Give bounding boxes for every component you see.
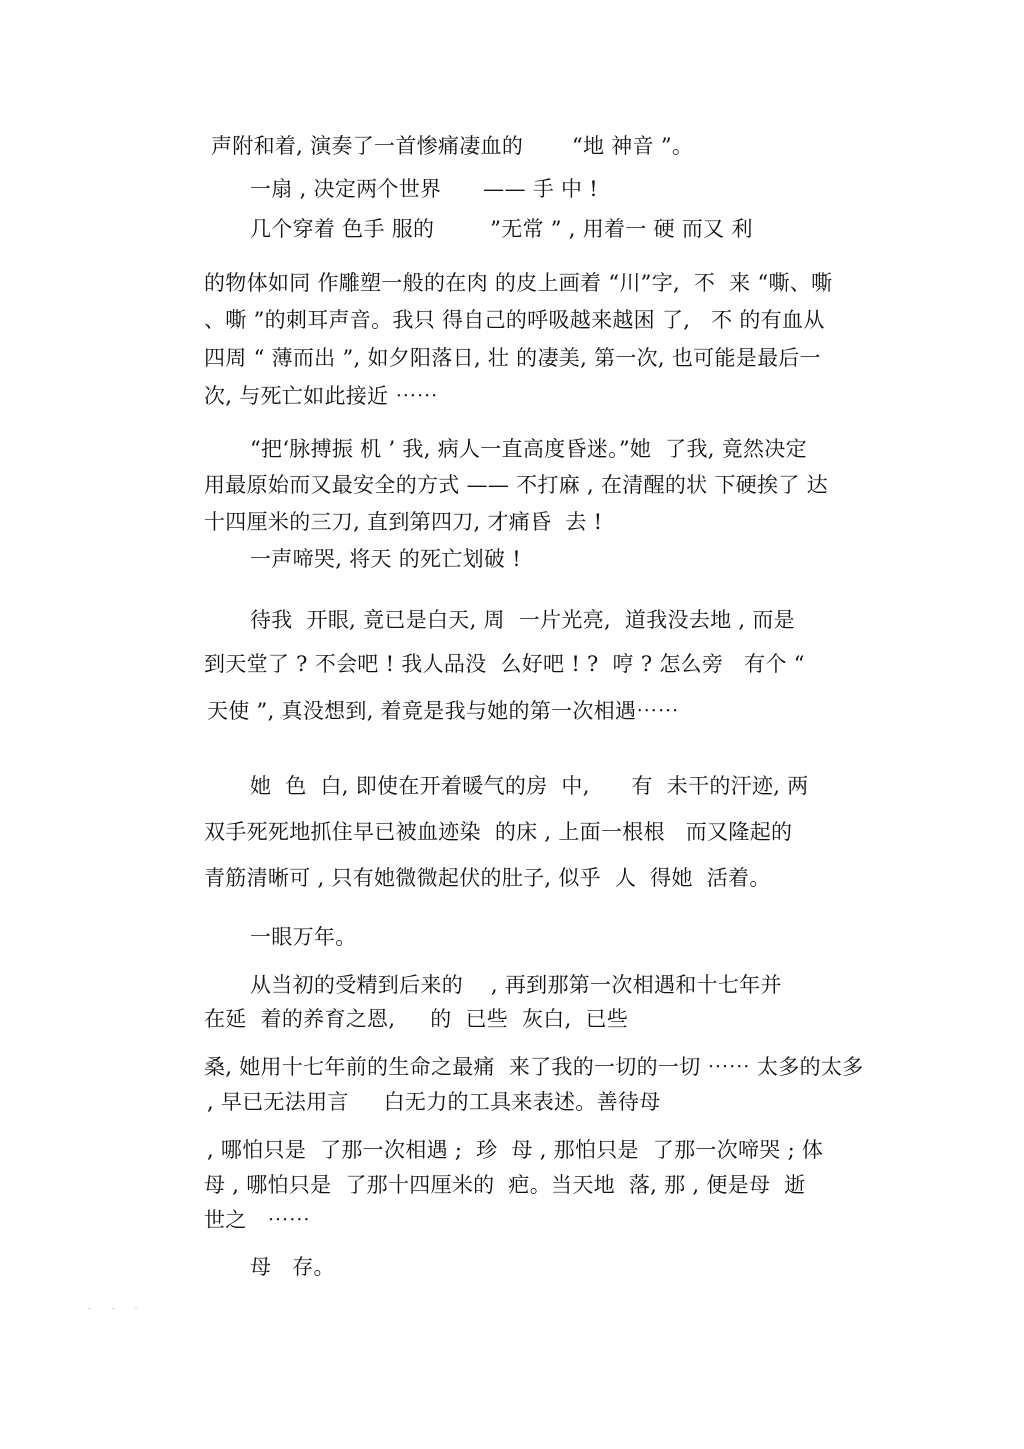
text-line-22: , 早已无法用言 白无力的工具来表述。善待母 [200, 1090, 661, 1114]
text-line-8: “把‘脉搏振 机 ’ 我, 病人一直高度昏迷。”她 了我, 竟然决定 [250, 437, 807, 461]
text-line-20: 在延 着的养育之恩, 的 已些 灰白, 已些 [204, 1007, 629, 1031]
text-line-24: 母 , 哪怕只是 了那十四厘米的 疤。当天地 落, 那 , 便是母 逝 [204, 1173, 806, 1197]
text-line-19: 从当初的受精到后来的 , 再到那第一次相遇和十七年并 [250, 973, 782, 997]
text-line-5: 、嘶 ”的刺耳声音。我只 得自己的呼吸越来越困 了, 不 的有血从 [204, 308, 825, 332]
text-line-11: 一声啼哭, 将天 的死亡划破 ! [250, 547, 521, 571]
scan-speck [135, 1308, 137, 1309]
text-line-10: 十四厘米的三刀, 直到第四刀, 才痛昏 去 ! [204, 510, 603, 534]
text-line-16: 双手死死地抓住早已被血迹染 的床 , 上面一根根 而又隆起的 [204, 820, 793, 844]
text-line-25: 世之 ⋯⋯ [204, 1208, 311, 1232]
scan-speck [88, 1308, 90, 1309]
text-line-1: 声附和着, 演奏了一首惨痛凄血的 “地 神音 ”。 [204, 134, 694, 158]
text-line-17: 青筋清晰可 , 只有她微微起伏的肚子, 似乎 人 得她 活着。 [204, 866, 771, 890]
text-line-14: 天使 ”, 真没想到, 着竟是我与她的第一次相遇⋯⋯ [200, 699, 679, 723]
text-line-12: 待我 开眼, 竟已是白天, 周 一片光亮, 道我没去地 , 而是 [250, 608, 795, 632]
text-line-6: 四周 “ 薄而出 ”, 如夕阳落日, 壮 的凄美, 第一次, 也可能是最后一 [204, 346, 821, 370]
text-line-13: 到天堂了 ? 不会吧 ! 我人品没 么好吧 ! ? 哼 ? 怎么旁 有个 “ [204, 652, 805, 676]
text-line-2: 一扇 , 决定两个世界 —— 手 中 ! [250, 177, 599, 201]
text-line-21: 桑, 她用十七年前的生命之最痛 来了我的一切的一切 ⋯⋯ 太多的太多 [204, 1055, 864, 1079]
text-line-18: 一眼万年。 [250, 925, 357, 949]
scan-speck [112, 1308, 114, 1309]
text-line-7: 次, 与死亡如此接近 ⋯⋯ [204, 384, 438, 408]
text-line-26: 母 存。 [250, 1255, 335, 1279]
text-line-4: 的物体如同 作雕塑一般的在肉 的皮上画着 “川”字, 不 来 “嘶、嘶 [204, 271, 833, 295]
text-line-9: 用最原始而又最安全的方式 —— 不打麻 , 在清醒的状 下硬挨了 达 [204, 473, 828, 497]
text-line-23: , 哪怕只是 了那一次相遇 ; 珍 母 , 那怕只是 了那一次啼哭 ; 体 [200, 1138, 824, 1162]
text-line-3: 几个穿着 色手 服的 ”无常 ” , 用着一 硬 而又 利 [250, 217, 753, 241]
text-line-15: 她 色 白, 即使在开着暖气的房 中, 有 未干的汗迹, 两 [250, 774, 809, 798]
